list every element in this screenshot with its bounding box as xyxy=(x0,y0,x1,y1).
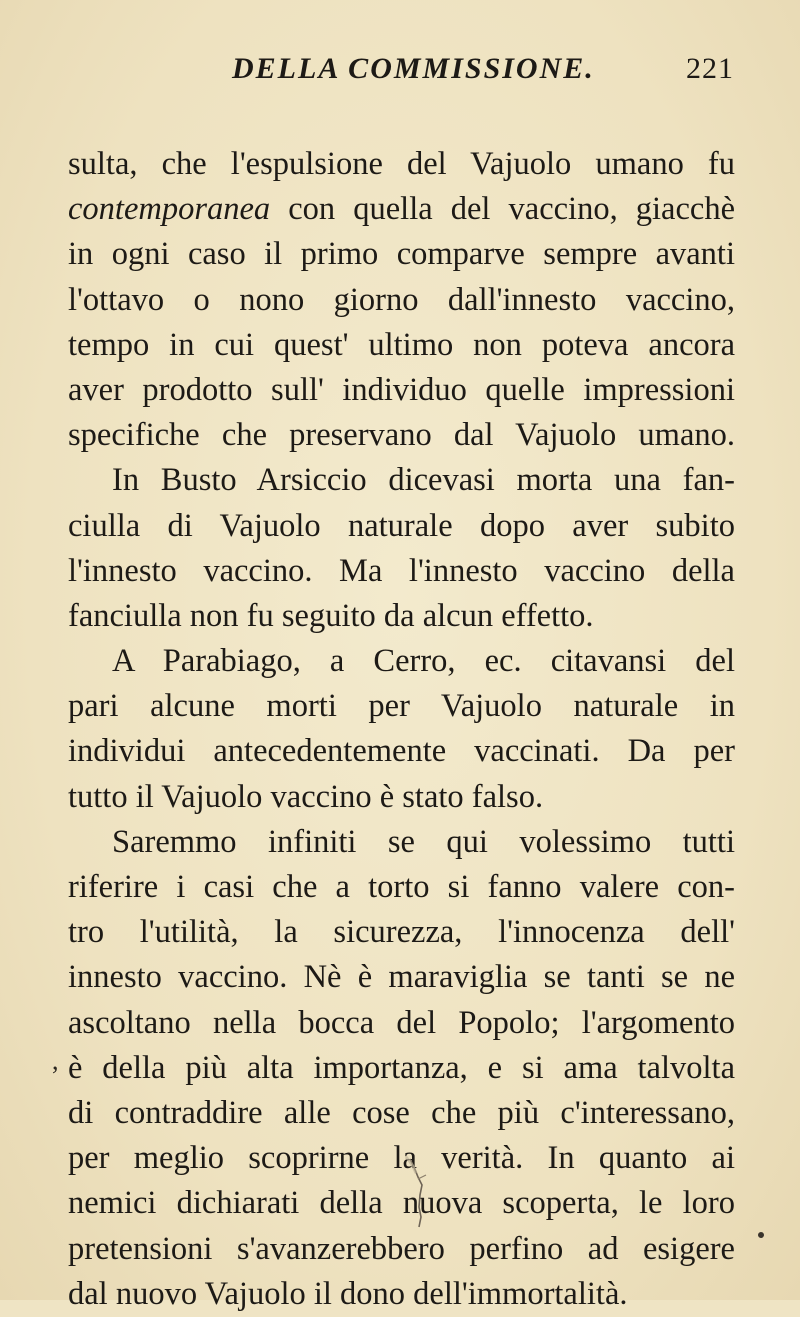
ink-stain xyxy=(392,1155,442,1235)
text-line: innesto vaccino. Nè è maraviglia se tanti se ne xyxy=(68,959,735,996)
text-line: tempo in cui quest' ultimo non poteva ancora xyxy=(68,326,735,363)
emphasis-word: contemporanea xyxy=(68,191,271,228)
text-line: ascoltano nella bocca del Popolo; l'argomento xyxy=(68,1004,735,1041)
text-line: di contraddire alle cose che più c'interessano, xyxy=(68,1094,735,1131)
text-line: individui antecedentemente vaccinati. Da per xyxy=(68,733,735,770)
body-text xyxy=(68,142,735,1317)
text-line: sulta, che l'espulsione del Vajuolo umano fu xyxy=(68,146,735,182)
speck-mark xyxy=(758,1232,764,1238)
text-line: riferire i casi che a torto si fanno valere con- xyxy=(68,869,735,905)
text-line: contemporanea con quella del vaccino, giacchè xyxy=(68,191,735,228)
text-line: fanciulla non fu seguito da alcun effetto. xyxy=(68,597,594,634)
text-line: l'ottavo o nono giorno dall'innesto vaccino, xyxy=(68,281,735,318)
text-line: dal nuovo Vajuolo il dono dell'immortalità. xyxy=(68,1275,628,1312)
text-line: pretensioni s'avanzerebbero perfino ad esigere xyxy=(68,1230,735,1267)
text-line: aver prodotto sull' individuo quelle impressioni xyxy=(68,371,735,408)
text-line: pari alcune morti per Vajuolo naturale in xyxy=(68,688,735,725)
text-line: ciulla di Vajuolo naturale dopo aver subito xyxy=(68,507,735,544)
text-line: A Parabiago, a Cerro, ec. citavansi del xyxy=(112,643,735,680)
text-line: nemici dichiarati della nuova scoperta, le loro xyxy=(68,1185,735,1222)
text-line: in ogni caso il primo comparve sempre avanti xyxy=(68,236,735,273)
margin-comma-mark: , xyxy=(52,1046,59,1075)
text-line: è della più alta importanza, e si ama talvolta xyxy=(68,1049,735,1086)
text-line: tro l'utilità, la sicurezza, l'innocenza dell' xyxy=(68,914,735,951)
text-line: Saremmo infiniti se qui volessimo tutti xyxy=(112,823,735,860)
text-line: In Busto Arsiccio dicevasi morta una fan- xyxy=(112,462,735,499)
running-head xyxy=(0,52,800,92)
text-line: l'innesto vaccino. Ma l'innesto vaccino della xyxy=(68,552,735,589)
text-line: specifiche che preservano dal Vajuolo umano. xyxy=(68,417,735,454)
text-line: per meglio scoprirne la verità. In quanto ai xyxy=(68,1140,735,1177)
running-head-title: DELLA COMMISSIONE. xyxy=(232,52,595,85)
page-number: 221 xyxy=(686,52,734,85)
text-line: tutto il Vajuolo vaccino è stato falso. xyxy=(68,778,544,815)
